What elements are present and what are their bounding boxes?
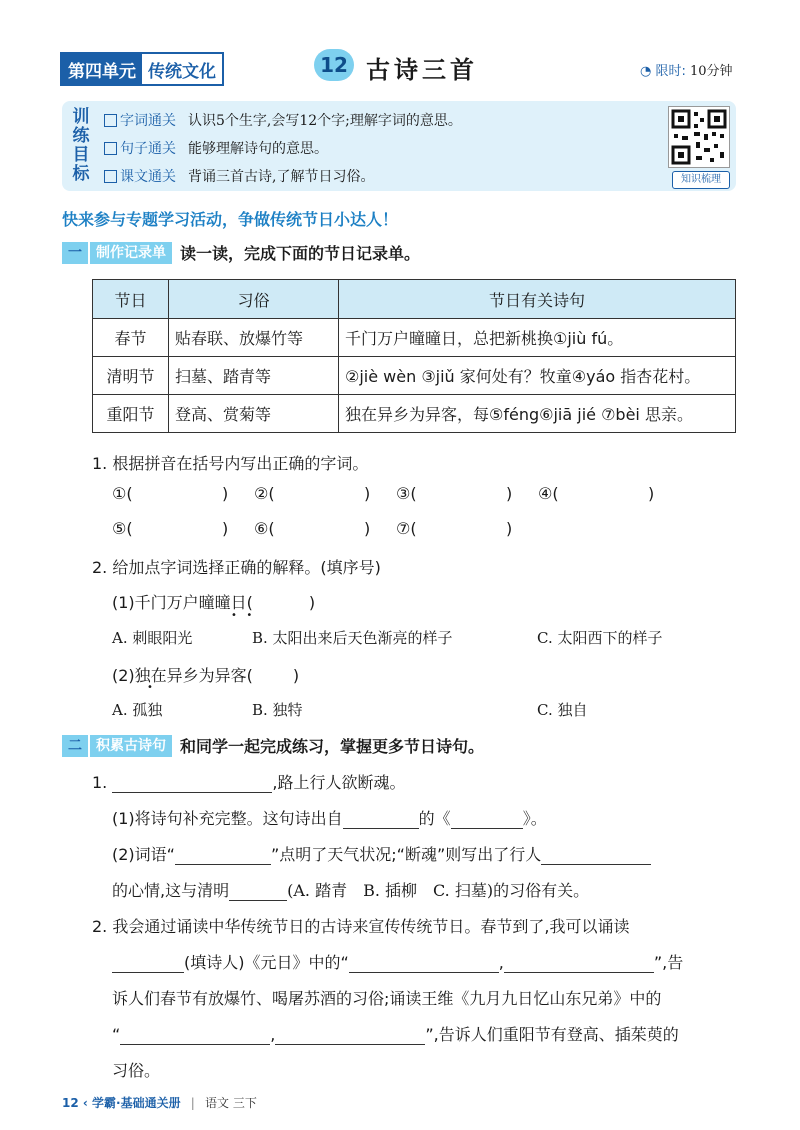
answer-blank[interactable] — [112, 956, 184, 973]
answer-blank[interactable] — [349, 956, 499, 973]
s2-question-2-line5: 习俗。 — [112, 1061, 161, 1080]
section2-name: 积累古诗句 — [90, 735, 172, 757]
blank-close: ) — [222, 484, 229, 503]
answer-blank[interactable] — [112, 776, 272, 793]
s2-question-1-1 — [112, 806, 547, 829]
unit-label: 第四单元 — [62, 54, 142, 84]
lesson-title: 古诗三首 — [366, 56, 478, 84]
blank-close: ) — [364, 519, 371, 538]
paren-close: ) — [292, 666, 300, 685]
table-cell: 扫墓、踏青等 — [169, 357, 339, 395]
question-2-1 — [112, 590, 315, 613]
section1-tag — [62, 242, 172, 264]
checkbox-icon — [104, 114, 117, 127]
option: A. 孤独 — [112, 701, 163, 719]
time-value: 10分钟 — [690, 64, 733, 79]
answer-blank[interactable] — [120, 1028, 270, 1045]
goal-row — [104, 138, 328, 158]
s2-question-2-line3: 诉人们春节有放爆竹、喝屠苏酒的习俗;诵读王维《九月九日忆山东兄弟》中的 — [112, 989, 662, 1008]
section1-heading — [62, 241, 420, 264]
blank-open: ①( — [112, 484, 133, 503]
poem-line: ,路上行人欲断魂。 — [272, 773, 406, 792]
s2-question-2: 2. 我会通过诵读中华传统节日的古诗来宣传传统节日。春节到了,我可以诵读 — [92, 917, 630, 936]
question-2-1-text: (1)千门万户曈曈日( — [112, 593, 253, 612]
question-2-2-text: (2)独在异乡为异客( — [112, 666, 253, 685]
question-number: 1. — [92, 773, 108, 792]
table-cell: 登高、赏菊等 — [169, 395, 339, 433]
blank-open: ⑦( — [396, 519, 417, 538]
question-text: (填诗人)《元日》中的“ — [184, 953, 349, 972]
question-text: ”点明了天气状况;“断魂”则写出了行人 — [270, 845, 542, 864]
goal-row — [104, 166, 374, 186]
table-cell: 清明节 — [93, 357, 169, 395]
table-row — [93, 395, 736, 433]
section1-number: 一 — [62, 242, 88, 264]
unit-topic: 传统文化 — [142, 54, 222, 84]
blank-close: ) — [506, 519, 513, 538]
question-text: (A. 踏青 B. 插柳 C. 扫墓)的习俗有关。 — [287, 881, 590, 900]
question-text: (2)词语“ — [112, 845, 175, 864]
table-cell: 贴春联、放爆竹等 — [169, 319, 339, 357]
page-footer — [62, 1094, 257, 1111]
answer-blank[interactable] — [275, 1028, 425, 1045]
question-text: (1)将诗句补充完整。这句诗出自 — [112, 809, 343, 828]
checkbox-icon — [104, 170, 117, 183]
goal-text: 背诵三首古诗,了解节日习俗。 — [188, 169, 375, 185]
answer-blank[interactable] — [229, 884, 287, 901]
time-limit — [640, 60, 733, 79]
s2-question-1-2 — [112, 842, 651, 865]
option: B. 太阳出来后天色渐亮的样子 — [252, 629, 453, 647]
blank-open: ③( — [396, 484, 417, 503]
qr-label: 知识梳理 — [672, 171, 730, 189]
option: A. 刺眼阳光 — [112, 629, 193, 647]
goals-label: 训练目标 — [72, 107, 90, 184]
blank-close: ) — [506, 484, 513, 503]
blank-close: ) — [222, 519, 229, 538]
paren-close: ) — [308, 593, 316, 612]
answer-blank[interactable] — [343, 812, 419, 829]
table-row — [93, 357, 736, 395]
question-2-2 — [112, 663, 299, 686]
goal-name: 课文通关 — [120, 169, 176, 185]
table-header-row — [93, 280, 736, 319]
divider: | — [190, 1096, 195, 1110]
question-text: 》。 — [522, 809, 547, 828]
question-2: 2. 给加点字词选择正确的解释。(填序号) — [92, 558, 381, 577]
checkbox-icon — [104, 142, 117, 155]
emphasis-dots: • • — [231, 610, 253, 621]
table-header: 习俗 — [169, 280, 339, 319]
option: B. 独特 — [252, 701, 303, 719]
goal-name: 句子通关 — [120, 141, 176, 157]
s2-question-1-2-cont — [112, 878, 589, 901]
question-text: “ — [112, 1025, 121, 1044]
intro-text: 快来参与专题学习活动，争做传统节日小达人！ — [62, 210, 399, 229]
blank-close: ) — [364, 484, 371, 503]
question-text: 的心情,这与清明 — [112, 881, 230, 900]
table-row — [93, 319, 736, 357]
s2-question-2-line2 — [112, 950, 683, 973]
answer-blank[interactable] — [541, 848, 651, 865]
subject-label: 语文 三下 — [205, 1096, 257, 1110]
question-text: , — [498, 953, 504, 972]
festival-record-table — [92, 279, 736, 433]
time-label: 限时: — [655, 64, 686, 79]
question-text: ”,告 — [653, 953, 684, 972]
blank-open: ④( — [538, 484, 559, 503]
option: C. 太阳西下的样子 — [537, 629, 663, 647]
goal-text: 能够理解诗句的意思。 — [188, 141, 328, 157]
answer-blank[interactable] — [175, 848, 271, 865]
table-cell: 重阳节 — [93, 395, 169, 433]
table-cell: 千门万户曈曈日，总把新桃换①jiù fú。 — [339, 319, 736, 357]
lesson-number: 12 — [314, 49, 354, 81]
blank-close: ) — [648, 484, 655, 503]
unit-badge — [60, 52, 224, 86]
s2-question-2-line4 — [112, 1022, 679, 1045]
goal-text: 认识5个生字,会写12个字;理解字词的意思。 — [188, 113, 462, 129]
question-text: 的《 — [418, 809, 451, 828]
qr-code-icon[interactable] — [668, 106, 730, 168]
section2-instruction: 和同学一起完成练习，掌握更多节日诗句。 — [180, 737, 485, 756]
answer-blank[interactable] — [451, 812, 523, 829]
emphasis-dot: • — [147, 682, 153, 693]
chevron-right-icon: ‹ — [82, 1096, 88, 1110]
question-text: , — [270, 1025, 276, 1044]
book-title: 学霸·基础通关册 — [92, 1096, 181, 1110]
table-cell: 春节 — [93, 319, 169, 357]
table-header: 节日有关诗句 — [339, 280, 736, 319]
page-number: 12 — [62, 1096, 79, 1110]
blank-open: ⑥( — [254, 519, 275, 538]
section2-heading — [62, 734, 484, 757]
question-text: ”,告诉人们重阳节有登高、插茱萸的 — [425, 1025, 679, 1044]
blank-open: ②( — [254, 484, 275, 503]
answer-blank[interactable] — [504, 956, 654, 973]
option: C. 独自 — [537, 701, 588, 719]
table-cell: 独在异乡为异客，每⑤féng⑥jiā jié ⑦bèi 思亲。 — [339, 395, 736, 433]
table-cell: ②jiè wèn ③jiǔ 家何处有？牧童④yáo 指杏花村。 — [339, 357, 736, 395]
section1-name: 制作记录单 — [90, 242, 172, 264]
section2-tag — [62, 735, 172, 757]
goal-name: 字词通关 — [120, 113, 176, 129]
blank-open: ⑤( — [112, 519, 133, 538]
table-header: 节日 — [93, 280, 169, 319]
clock-icon: ◔ — [640, 64, 652, 79]
goal-row — [104, 110, 462, 130]
question-1: 1. 根据拼音在括号内写出正确的字词。 — [92, 454, 369, 473]
section2-number: 二 — [62, 735, 88, 757]
section1-instruction: 读一读，完成下面的节日记录单。 — [180, 244, 421, 263]
s2-question-1 — [92, 770, 405, 793]
